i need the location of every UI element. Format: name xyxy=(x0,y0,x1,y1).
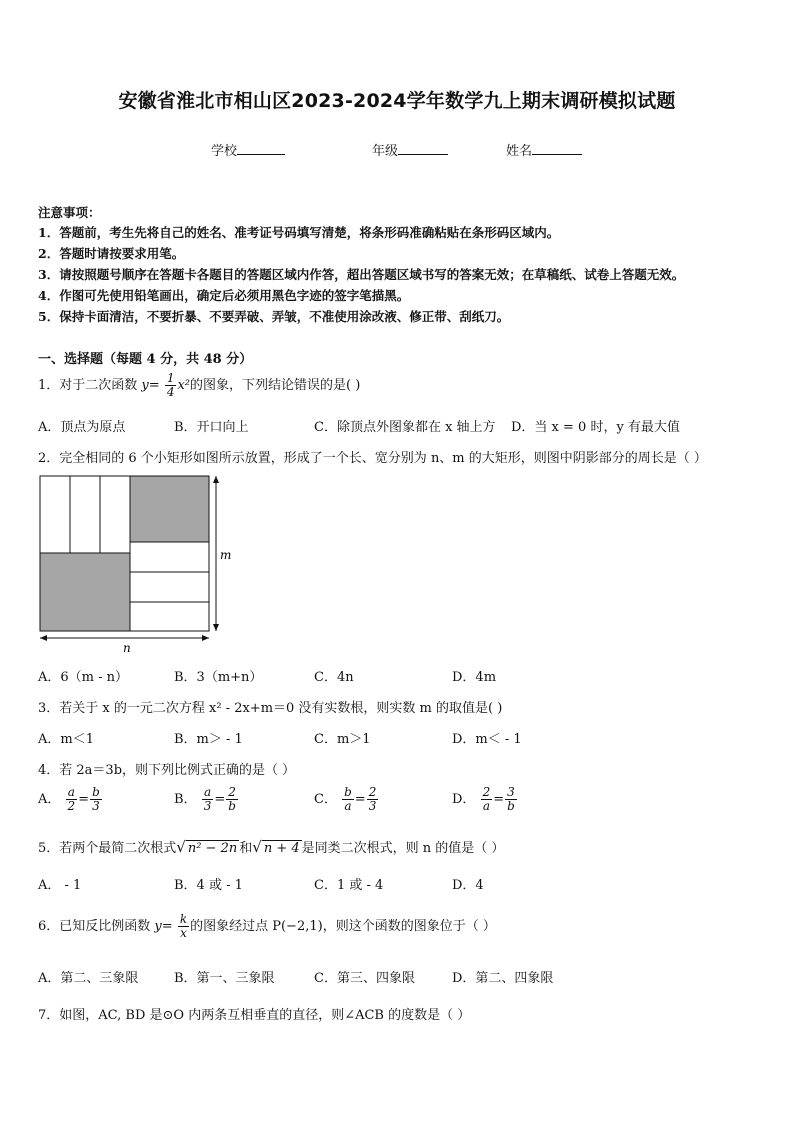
q2-option-a: A．6（m - n） xyxy=(38,670,129,685)
q5-prefix: 5．若两个最简二次根式 xyxy=(38,841,177,856)
q3-option-c: C．m＞1 xyxy=(314,732,371,747)
grade-field xyxy=(372,140,448,159)
q6-num: k xyxy=(179,912,188,926)
option-label: B． xyxy=(174,792,197,807)
name-label: 姓名 xyxy=(506,144,533,159)
q6-option-d: D．第二、四象限 xyxy=(452,971,554,986)
grade-blank xyxy=(398,142,448,155)
option-label: A． xyxy=(38,792,61,807)
name-field xyxy=(506,140,582,159)
shaded-region-bottom-left xyxy=(40,553,130,631)
q1-prefix: 1．对于二次函数 xyxy=(38,378,138,393)
note-item: 1．答题前，考生先将自己的姓名、准考证号码填写清楚，将条形码准确粘贴在条形码区域内。 xyxy=(38,225,560,240)
q1-x2: x² xyxy=(177,378,191,393)
q1-option-d: D．当 x = 0 时，y 有最大值 xyxy=(511,420,680,435)
note-item: 2．答题时请按要求用笔。 xyxy=(38,246,185,261)
q5-radicand-1: n² − 2n xyxy=(187,841,238,856)
page-title: 安徽省淮北市相山区2023-2024学年数学九上期末调研模拟试题 xyxy=(118,90,676,112)
q6-prefix: 6．已知反比例函数 xyxy=(38,919,151,934)
q6-option-a: A．第二、三象限 xyxy=(38,971,139,986)
arrow-left-icon xyxy=(40,635,47,641)
question-7: 7．如图，AC, BD 是⊙O 内两条互相垂直的直径，则∠ACB 的度数是（ ） xyxy=(38,1008,471,1023)
fraction xyxy=(481,786,493,813)
note-item: 5．保持卡面清洁，不要折暴、不要弄破、弄皱，不准使用涂改液、修正带、刮纸刀。 xyxy=(38,309,510,324)
q6-eq: = xyxy=(161,919,173,934)
numerator: b xyxy=(92,785,100,799)
q1-fraction xyxy=(165,372,177,399)
denominator: a xyxy=(482,799,490,813)
numerator: a xyxy=(66,786,78,800)
q2-figure xyxy=(36,472,236,658)
section-heading: 一、选择题（每题 4 分，共 48 分） xyxy=(38,352,253,367)
q5-option-a: A． - 1 xyxy=(38,878,82,893)
note-item: 3．请按照题号顺序在答题卡各题目的答题区域内作答，超出答题区域书写的答案无效；在草稿纸、试卷上答题无效。 xyxy=(38,267,685,282)
school-label: 学校 xyxy=(211,144,238,159)
arrow-down-icon xyxy=(213,624,219,631)
fraction xyxy=(342,786,354,813)
name-blank xyxy=(532,142,582,155)
q5-radicand-2: n + 4 xyxy=(263,841,300,856)
radical-icon: √ xyxy=(176,838,186,856)
q1-den: 4 xyxy=(166,385,175,399)
numerator: 3 xyxy=(505,786,517,800)
numerator: a xyxy=(202,786,214,800)
q3-option-d: D．m＜ - 1 xyxy=(452,732,522,747)
fraction xyxy=(226,786,238,813)
q1-option-a: A．顶点为原点 xyxy=(38,420,126,435)
q5-option-d: D．4 xyxy=(452,878,484,893)
question-4: 4．若 2a＝3b，则下列比例式正确的是（ ） xyxy=(38,763,296,778)
label-n: n xyxy=(123,641,131,655)
fraction xyxy=(367,786,379,813)
q4-option-d: D． $\frac{2}{a}$ = $\frac{3}{b}$ xyxy=(452,785,515,813)
denominator: 3 xyxy=(203,799,212,813)
question-1 xyxy=(38,372,360,399)
q6-suffix: 的图象经过点 P(−2,1)，则这个函数的图象位于（ ） xyxy=(190,919,496,934)
q2-option-c: C．4n xyxy=(314,670,354,685)
fraction xyxy=(66,786,78,813)
denominator: 3 xyxy=(368,799,377,813)
q4-option-b: B． $\frac{a}{3}$ = $\frac{2}{b}$ xyxy=(174,785,236,813)
numerator: 2 xyxy=(226,786,238,800)
q5-option-b: B．4 或 - 1 xyxy=(174,878,243,893)
fraction xyxy=(505,786,517,813)
arrow-up-icon xyxy=(213,476,219,483)
question-5 xyxy=(38,837,504,856)
shaded-region-top-right xyxy=(130,476,209,542)
q1-option-b: B．开口向上 xyxy=(174,420,249,435)
grade-label: 年级 xyxy=(372,144,399,159)
denominator: b xyxy=(228,799,236,813)
q5-suffix: 是同类二次根式，则 n 的值是（ ） xyxy=(301,841,505,856)
question-3: 3．若关于 x 的一元二次方程 x² - 2x+m＝0 没有实数根，则实数 m 的取值是( ) xyxy=(38,701,503,716)
label-m: m xyxy=(220,548,232,562)
q4-option-c: C． $\frac{b}{a}$ = $\frac{2}{3}$ xyxy=(314,785,377,813)
school-blank xyxy=(237,142,285,155)
q3-option-b: B．m＞ - 1 xyxy=(174,732,243,747)
q3-option-a: A．m＜1 xyxy=(38,732,94,747)
denominator: a xyxy=(344,799,352,813)
q6-den: x xyxy=(180,926,187,940)
numerator: b xyxy=(344,785,352,799)
numerator: 2 xyxy=(368,785,377,799)
school-field xyxy=(211,140,285,159)
numerator: 2 xyxy=(482,785,491,799)
q1-y: y xyxy=(141,378,149,393)
q1-suffix: 的图象，下列结论错误的是( ) xyxy=(190,378,361,393)
question-6 xyxy=(38,913,496,940)
option-label: C． xyxy=(314,792,337,807)
denominator: b xyxy=(507,799,515,813)
q6-option-c: C．第三、四象限 xyxy=(314,971,415,986)
question-2: 2．完全相同的 6 个小矩形如图所示放置，形成了一个长、宽分别为 n、m 的大矩形，则图中阴影部分的周长是（ ） xyxy=(38,451,707,466)
q2-option-d: D．4m xyxy=(452,670,497,685)
q1-num: 1 xyxy=(166,371,175,385)
radical-icon: √ xyxy=(252,838,262,856)
option-label: D． xyxy=(452,792,476,807)
q5-mid: 和 xyxy=(239,841,253,856)
q6-fraction xyxy=(178,913,189,940)
denominator: 2 xyxy=(67,799,76,813)
fraction xyxy=(90,786,102,813)
q4-option-a: A． $\frac{a}{2}$ = $\frac{b}{3}$ xyxy=(38,785,100,813)
q5-option-c: C．1 或 - 4 xyxy=(314,878,384,893)
q2-option-b: B．3（m+n） xyxy=(174,670,263,685)
q6-y: y xyxy=(154,919,162,934)
q1-eq: = xyxy=(148,378,160,393)
denominator: 3 xyxy=(92,799,100,813)
q6-option-b: B．第一、三象限 xyxy=(174,971,275,986)
notes-heading: 注意事项： xyxy=(38,205,101,220)
fraction xyxy=(202,786,214,813)
q1-option-c: C．除顶点外图象都在 x 轴上方 xyxy=(314,420,496,435)
note-item: 4．作图可先使用铅笔画出，确定后必须用黑色字迹的签字笔描黑。 xyxy=(38,288,410,303)
arrow-right-icon xyxy=(202,635,209,641)
